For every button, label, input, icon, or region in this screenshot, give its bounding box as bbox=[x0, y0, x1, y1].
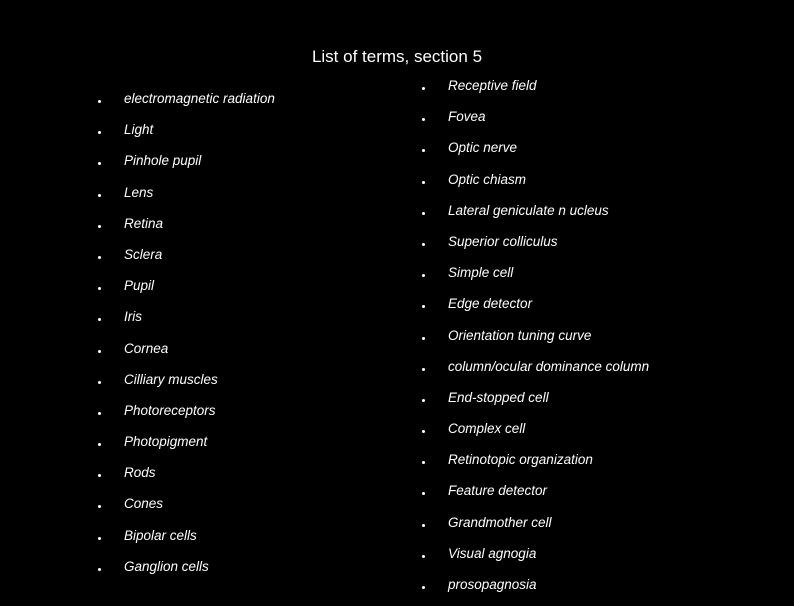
term-label: Complex cell bbox=[448, 421, 526, 437]
term-label: Light bbox=[124, 122, 154, 138]
term-label: Retina bbox=[124, 215, 164, 231]
bullet-icon bbox=[98, 162, 101, 165]
bullet-icon bbox=[98, 568, 101, 571]
term-label: Visual agnogia bbox=[448, 545, 537, 561]
bullet-icon bbox=[422, 274, 425, 277]
term-label: Pinhole pupil bbox=[124, 153, 202, 169]
bullet-icon bbox=[98, 194, 101, 197]
term-label: Rods bbox=[124, 465, 156, 481]
bullet-icon bbox=[422, 586, 425, 589]
term-label: Ganglion cells bbox=[124, 558, 209, 574]
term-label: Cones bbox=[124, 496, 164, 512]
term-label: Orientation tuning curve bbox=[448, 327, 592, 343]
term-label: electromagnetic radiation bbox=[124, 91, 275, 106]
bullet-icon bbox=[422, 399, 425, 402]
bullet-icon bbox=[98, 350, 101, 353]
bullet-icon bbox=[422, 492, 425, 495]
bullet-icon bbox=[422, 212, 425, 215]
term-label: Superior colliculus bbox=[448, 233, 558, 249]
term-label: Optic chiasm bbox=[448, 171, 527, 187]
term-label: Feature detector bbox=[448, 483, 548, 499]
term-label: Sclera bbox=[124, 246, 163, 262]
term-label: Cilliary muscles bbox=[124, 371, 218, 387]
bullet-icon bbox=[98, 318, 101, 321]
bullet-icon bbox=[422, 555, 425, 558]
bullet-icon bbox=[422, 118, 425, 121]
term-label: Receptive field bbox=[448, 78, 537, 93]
bullet-icon bbox=[98, 443, 101, 446]
term-label: Pupil bbox=[124, 278, 155, 294]
bullet-icon bbox=[98, 225, 101, 228]
term-label: Edge detector bbox=[448, 296, 533, 312]
bullet-icon bbox=[98, 131, 101, 134]
bullet-icon bbox=[98, 381, 101, 384]
term-label: Lens bbox=[124, 184, 154, 200]
term-label: Iris bbox=[124, 309, 142, 325]
bullet-icon bbox=[422, 524, 425, 527]
term-label: Grandmother cell bbox=[448, 514, 552, 530]
bullet-icon bbox=[98, 287, 101, 290]
term-label: End-stopped cell bbox=[448, 389, 549, 405]
term-label: Retinotopic organization bbox=[448, 452, 593, 468]
bullet-icon bbox=[98, 412, 101, 415]
term-label: Photopigment bbox=[124, 434, 208, 450]
page-title: List of terms, section 5 bbox=[311, 47, 483, 66]
term-label: Optic nerve bbox=[448, 140, 518, 156]
bullet-icon bbox=[98, 537, 101, 540]
bullet-icon bbox=[98, 505, 101, 508]
bullet-icon bbox=[422, 337, 425, 340]
bullet-icon bbox=[422, 243, 425, 246]
bullet-icon bbox=[98, 474, 101, 477]
bullet-icon bbox=[98, 256, 101, 259]
term-label: Photoreceptors bbox=[124, 402, 216, 418]
bullet-icon bbox=[98, 100, 101, 103]
bullet-icon bbox=[422, 181, 425, 184]
term-label: column/ocular dominance column bbox=[448, 358, 650, 374]
bullet-icon bbox=[422, 87, 425, 90]
term-label: Bipolar cells bbox=[124, 527, 197, 543]
term-label: Fovea bbox=[448, 109, 486, 125]
bullet-icon bbox=[422, 368, 425, 371]
bullet-icon bbox=[422, 305, 425, 308]
term-label: prosopagnosia bbox=[448, 577, 537, 592]
bullet-icon bbox=[422, 461, 425, 464]
term-label: Simple cell bbox=[448, 265, 514, 281]
term-label: Lateral geniculate n ucleus bbox=[448, 202, 609, 218]
bullet-icon bbox=[422, 430, 425, 433]
term-label: Cornea bbox=[124, 340, 169, 356]
bullet-icon bbox=[422, 149, 425, 152]
